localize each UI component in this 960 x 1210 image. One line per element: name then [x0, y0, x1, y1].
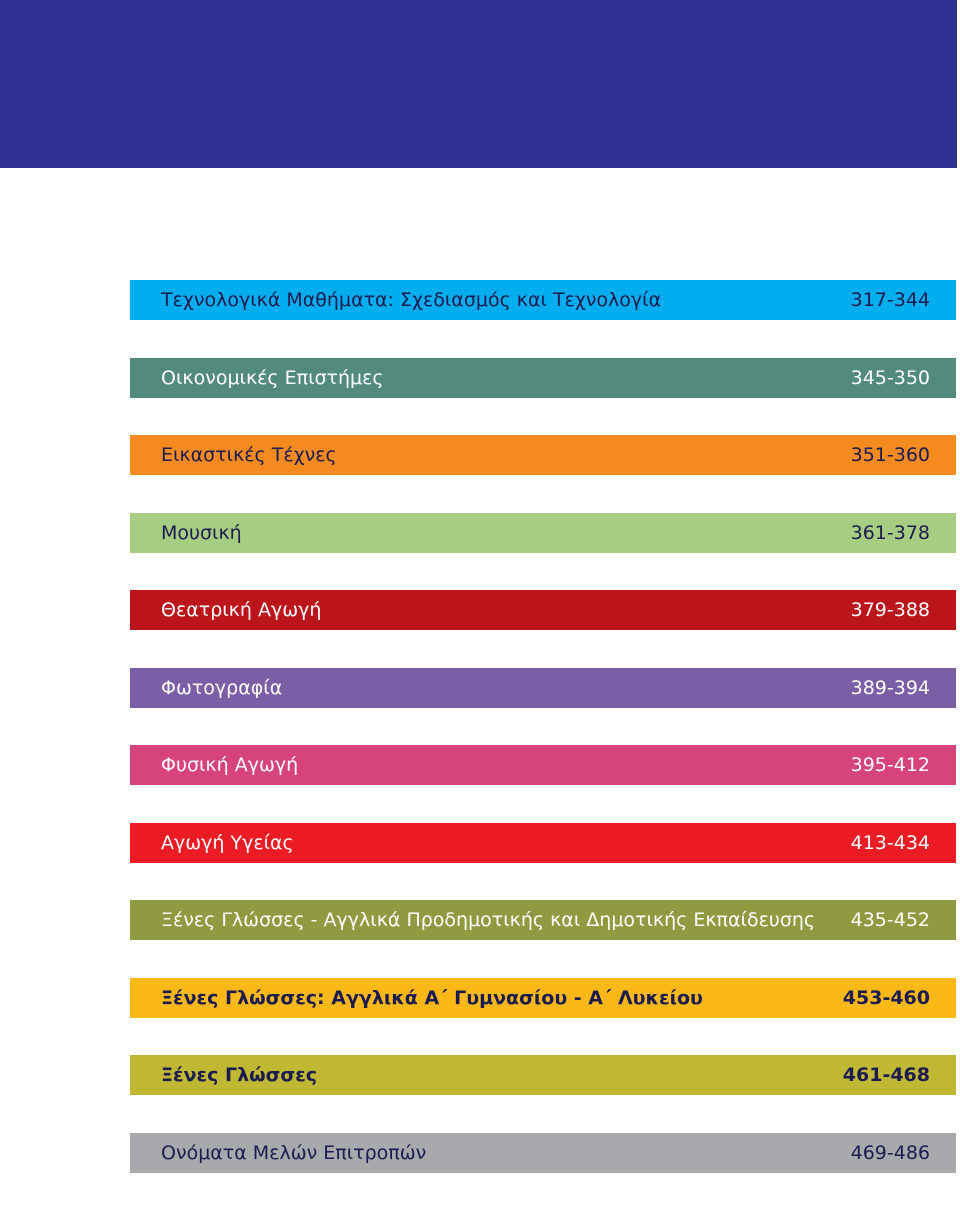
toc-entry-title: Φωτογραφία — [161, 676, 283, 699]
toc-entry-pages: 351-360 — [850, 444, 930, 466]
toc-entry — [130, 280, 956, 320]
toc-entry — [130, 823, 956, 863]
toc-entry-pages: 469-486 — [850, 1141, 930, 1164]
toc-entry — [130, 900, 956, 940]
toc-entry-title: Ονόματα Μελών Επιτροπών — [161, 1141, 427, 1164]
toc-entry — [130, 590, 956, 630]
toc-entry-pages: 379-388 — [850, 599, 930, 621]
top-banner — [0, 0, 957, 168]
toc-entry — [130, 978, 956, 1018]
toc-entry-pages: 461-468 — [842, 1064, 930, 1086]
toc-entry-title: Μουσική — [161, 521, 242, 544]
table-of-contents — [130, 280, 956, 1210]
toc-entry — [130, 1055, 956, 1095]
toc-entry-title: Αγωγή Υγείας — [161, 831, 294, 854]
toc-entry-title: Ξένες Γλώσσες: Αγγλικά Α΄ Γυμνασίου - Α΄ Λυκείου — [161, 986, 703, 1009]
toc-entry-title: Φυσική Αγωγή — [161, 754, 299, 776]
toc-entry-title: Ξένες Γλώσσες — [161, 1064, 318, 1086]
toc-entry-title: Τεχνολογικά Μαθήματα: Σχεδιασμός και Τεχνολογία — [161, 289, 662, 311]
toc-entry — [130, 668, 956, 708]
toc-entry-pages: 435-452 — [850, 909, 930, 931]
toc-entry — [130, 1133, 956, 1173]
toc-entry-title: Θεατρική Αγωγή — [161, 599, 322, 621]
toc-entry-pages: 413-434 — [850, 831, 930, 854]
toc-entry-pages: 395-412 — [850, 754, 930, 776]
toc-entry — [130, 358, 956, 398]
toc-entry-pages: 453-460 — [842, 986, 930, 1009]
toc-entry-pages: 345-350 — [850, 366, 930, 389]
toc-entry-pages: 361-378 — [850, 521, 930, 544]
toc-entry-pages: 389-394 — [850, 676, 930, 699]
toc-entry — [130, 513, 956, 553]
toc-entry — [130, 745, 956, 785]
toc-entry-title: Ξένες Γλώσσες - Αγγλικά Προδημοτικής και Δημοτικής Εκπαίδευσης — [161, 909, 816, 931]
toc-entry-title: Οικονομικές Επιστήμες — [161, 366, 384, 389]
toc-entry — [130, 435, 956, 475]
toc-entry-pages: 317-344 — [850, 289, 930, 311]
toc-entry-title: Εικαστικές Τέχνες — [161, 444, 337, 466]
